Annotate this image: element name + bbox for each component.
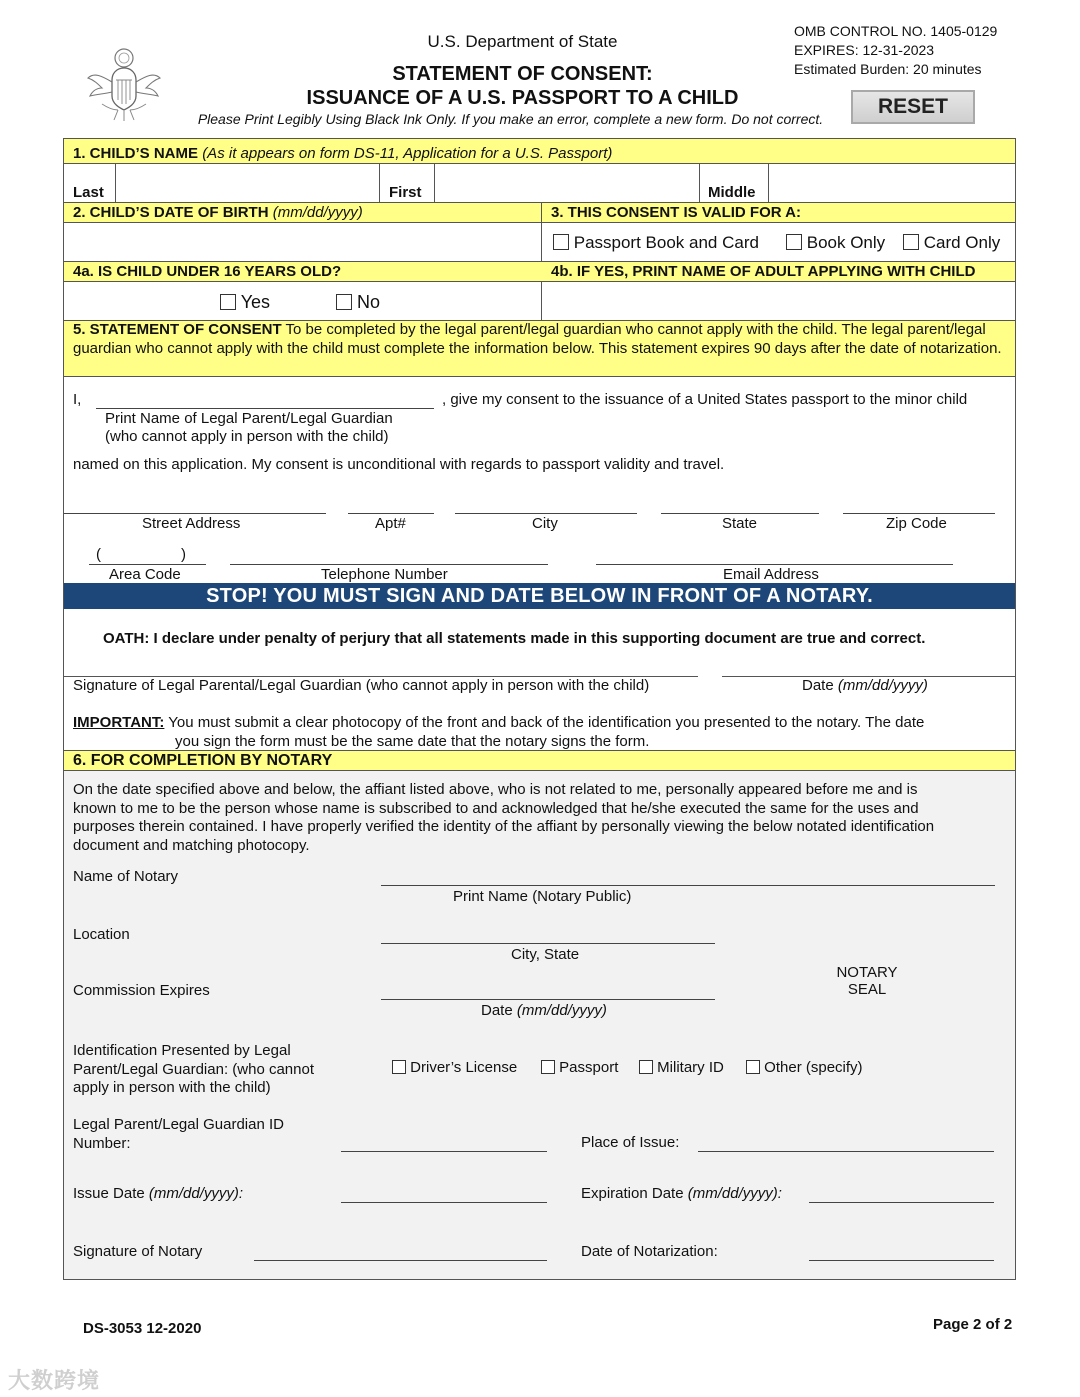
area-code-caption: Area Code xyxy=(109,566,181,583)
under16-yes-option[interactable]: Yes xyxy=(220,292,270,313)
id-option-other[interactable]: Other (specify) xyxy=(746,1059,863,1076)
telephone-field[interactable] xyxy=(234,544,548,566)
area-code-paren-close: ) xyxy=(181,546,186,563)
checkbox[interactable] xyxy=(746,1060,760,1074)
id-option-military-id[interactable]: Military ID xyxy=(639,1059,724,1076)
section3-label: 3. THIS CONSENT IS VALID FOR A: xyxy=(551,204,802,221)
city-caption: City xyxy=(532,515,558,532)
consent-i-label: I, xyxy=(73,391,82,408)
city-field[interactable] xyxy=(458,492,638,514)
notary-paragraph: On the date specified above and below, the affiant listed above, who is not related to me, personally appeared before me and is known to me to be the person whose name is subscribed to and acknowledged that he/she executed the same for the uses and purposes therein contained. I have properly verified the identity of the affiant by personally viewing the below notated identification document and matching photocopy. xyxy=(73,781,935,854)
watermark: 大数跨境 xyxy=(8,1368,101,1393)
area-code-field[interactable] xyxy=(108,544,182,566)
print-name-caption: Print Name of Legal Parent/Legal Guardian xyxy=(105,410,393,427)
apt-caption: Apt# xyxy=(375,515,406,532)
under16-no-option[interactable]: No xyxy=(336,292,380,313)
adult-applying-name-field[interactable] xyxy=(548,288,1012,316)
department-name: U.S. Department of State xyxy=(427,32,618,51)
print-name-notary-caption: Print Name (Notary Public) xyxy=(453,888,632,905)
consent-named-text: named on this application. My consent is unconditional with regards to passport validity and travel. xyxy=(73,456,725,473)
section1-label: 1. CHILD’S NAME (As it appears on form DS-11, Application for a U.S. Passport) xyxy=(73,145,613,162)
checkbox[interactable] xyxy=(220,294,236,310)
location-label: Location xyxy=(73,926,130,943)
signature-of-notary-label: Signature of Notary xyxy=(73,1243,203,1260)
telephone-caption: Telephone Number xyxy=(321,566,448,583)
first-name-field[interactable] xyxy=(440,176,699,200)
apt-field[interactable] xyxy=(350,492,436,514)
email-field[interactable] xyxy=(600,544,954,566)
street-address-field[interactable] xyxy=(68,492,326,514)
notary-location-field[interactable] xyxy=(384,922,714,944)
child-dob-field[interactable] xyxy=(70,228,540,258)
signature-caption: Signature of Legal Parental/Legal Guardian (who cannot apply in person with the child) xyxy=(73,677,650,694)
checkbox[interactable] xyxy=(336,294,352,310)
parent-signature-field[interactable] xyxy=(70,652,696,676)
parent-name-field[interactable] xyxy=(98,388,436,410)
consent-option-card-only[interactable]: Card Only xyxy=(903,233,1000,253)
expiration-date-label: Expiration Date (mm/dd/yyyy): xyxy=(581,1185,782,1202)
id-presented-label: Identification Presented by Legal Parent/Legal Guardian: (who cannot apply in person with the child) xyxy=(73,1042,314,1096)
consent-text: , give my consent to the issuance of a United States passport to the minor child xyxy=(442,391,968,408)
notary-seal-area: NOTARY SEAL xyxy=(836,964,898,998)
omb-burden: Estimated Burden: 20 minutes xyxy=(794,61,982,77)
checkbox[interactable] xyxy=(786,234,802,250)
omb-expires: EXPIRES: 12-31-2023 xyxy=(794,42,935,58)
id-number-label: Legal Parent/Legal Guardian ID Number: xyxy=(73,1116,284,1152)
section2-label: 2. CHILD’S DATE OF BIRTH (mm/dd/yyyy) xyxy=(73,204,363,221)
checkbox[interactable] xyxy=(553,234,569,250)
id-option-drivers-license[interactable]: Driver’s License xyxy=(392,1059,517,1076)
oath-statement: OATH: I declare under penalty of perjury that all statements made in this supporting document are true and correct. xyxy=(103,630,926,647)
print-name-caption-2: (who cannot apply in person with the child) xyxy=(105,428,389,445)
checkbox[interactable] xyxy=(541,1060,555,1074)
place-of-issue-label: Place of Issue: xyxy=(581,1134,680,1151)
commission-date-caption: Date (mm/dd/yyyy) xyxy=(481,1002,607,1019)
commission-expires-field[interactable] xyxy=(384,978,714,1000)
id-option-passport[interactable]: Passport xyxy=(541,1059,618,1076)
notary-signature-field[interactable] xyxy=(257,1239,548,1261)
area-code-paren-open: ( xyxy=(96,546,101,563)
zip-code-caption: Zip Code xyxy=(886,515,947,532)
email-caption: Email Address xyxy=(723,566,819,583)
form-title-line1: STATEMENT OF CONSENT: xyxy=(392,63,653,85)
checkbox[interactable] xyxy=(639,1060,653,1074)
date-of-notarization-label: Date of Notarization: xyxy=(581,1243,718,1260)
consent-option-book-and-card[interactable]: Passport Book and Card xyxy=(553,233,759,253)
checkbox[interactable] xyxy=(903,234,919,250)
state-field[interactable] xyxy=(664,492,820,514)
consent-option-book-only[interactable]: Book Only xyxy=(786,233,885,253)
state-caption: State xyxy=(722,515,758,532)
section4a-label: 4a. IS CHILD UNDER 16 YEARS OLD? xyxy=(73,263,342,280)
place-of-issue-field[interactable] xyxy=(701,1130,995,1152)
signature-date-caption: Date (mm/dd/yyyy) xyxy=(802,677,928,694)
street-address-caption: Street Address xyxy=(142,515,241,532)
section6-label: 6. FOR COMPLETION BY NOTARY xyxy=(73,752,333,769)
section5-label: 5. STATEMENT OF CONSENT To be completed by the legal parent/legal guardian who cannot apply with the child. The legal parent/legal guardian who cannot apply with the child must complete the information below. This statement expires 90 days after the date of notarization. xyxy=(73,321,1002,357)
commission-expires-label: Commission Expires xyxy=(73,982,210,999)
first-name-label: First xyxy=(389,184,422,201)
important-note: IMPORTANT: You must submit a clear photocopy of the front and back of the identification you presented to the notary. The date you sign the form must be the same date that the notary signs the form. xyxy=(73,714,925,750)
reset-button[interactable]: RESET xyxy=(851,90,975,124)
form-title-line2: ISSUANCE OF A U.S. PASSPORT TO A CHILD xyxy=(306,87,739,109)
date-of-notarization-field[interactable] xyxy=(812,1239,996,1261)
middle-name-field[interactable] xyxy=(772,176,1014,200)
id-number-field[interactable] xyxy=(344,1130,548,1152)
last-name-field[interactable] xyxy=(120,176,379,200)
form-instructions: Please Print Legibly Using Black Ink Only. If you make an error, complete a new form. Do not correct. xyxy=(197,111,824,127)
page-number: Page 2 of 2 xyxy=(933,1316,1013,1333)
stop-banner: STOP! YOU MUST SIGN AND DATE BELOW IN FRONT OF A NOTARY. xyxy=(64,583,1015,609)
section4b-label: 4b. IF YES, PRINT NAME OF ADULT APPLYING WITH CHILD xyxy=(551,263,976,280)
issue-date-field[interactable] xyxy=(344,1181,548,1203)
omb-control: OMB CONTROL NO. 1405-0129 xyxy=(794,23,998,39)
last-name-label: Last xyxy=(73,184,104,201)
checkbox[interactable] xyxy=(392,1060,406,1074)
name-of-notary-label: Name of Notary xyxy=(73,868,179,885)
omb-info xyxy=(794,22,997,79)
middle-name-label: Middle xyxy=(708,184,756,201)
issue-date-label: Issue Date (mm/dd/yyyy): xyxy=(73,1185,244,1202)
notary-name-field[interactable] xyxy=(384,864,994,886)
expiration-date-field[interactable] xyxy=(812,1181,996,1203)
city-state-caption: City, State xyxy=(511,946,580,963)
form-id: DS-3053 12-2020 xyxy=(83,1320,202,1337)
zip-code-field[interactable] xyxy=(846,492,996,514)
parent-signature-date-field[interactable] xyxy=(728,652,1014,676)
